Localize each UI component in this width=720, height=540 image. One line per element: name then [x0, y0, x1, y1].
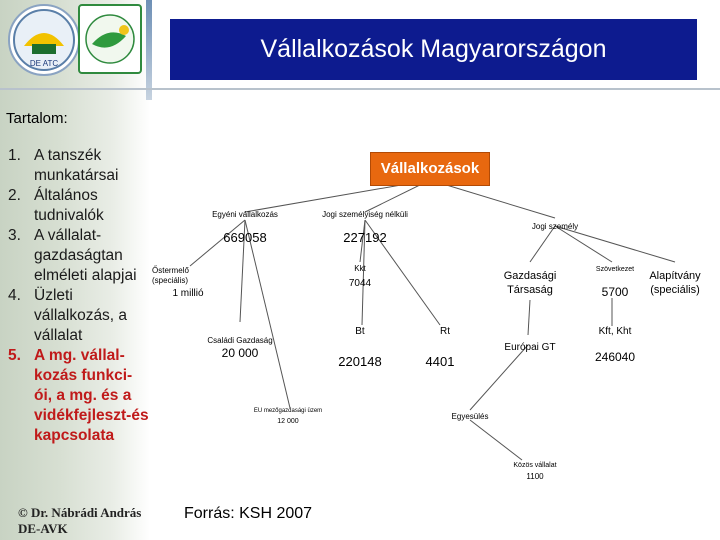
- value-jogi-nelkul: 227192: [343, 230, 387, 245]
- label-tarsasag: Társaság: [507, 284, 553, 296]
- label-szovetkezet: Szövetkezet: [595, 266, 635, 273]
- toc-item-number: 2.: [8, 187, 21, 204]
- toc-item-label: A tanszék munkatársai: [34, 147, 119, 184]
- value-szovetkezet: 5700: [601, 285, 629, 299]
- toc-item-number: 3.: [8, 227, 21, 244]
- label-alapitvany-special: (speciális): [650, 284, 700, 296]
- toc-heading: Tartalom:: [6, 110, 68, 127]
- label-ostermelo-special: (speciális): [152, 276, 189, 285]
- label-jogi-szemely: Jogi személy: [531, 222, 579, 231]
- toc-item-number: 5.: [8, 347, 21, 364]
- page-title: Vállalkozások Magyarországon: [170, 19, 697, 80]
- value-eu-uzem: 12 000: [277, 418, 299, 425]
- logo-text: DE ATC: [29, 59, 59, 68]
- label-rt: Rt: [440, 326, 450, 337]
- value-egyeni: 669058: [223, 230, 267, 245]
- label-egyesules: Egyesülés: [451, 412, 489, 421]
- label-csaladi: Családi Gazdaság: [207, 336, 273, 345]
- value-ostermelo: 1 millió: [172, 288, 204, 299]
- author-name: © Dr. Nábrádi András: [18, 505, 142, 520]
- value-kkt: 7044: [348, 278, 372, 289]
- label-kft: Kft, Kht: [598, 326, 632, 337]
- toc-item-label: A vállalat-gazdaságtan elméleti alapjai: [34, 227, 137, 284]
- value-bt: 220148: [338, 354, 382, 369]
- value-rt: 4401: [425, 354, 455, 369]
- toc-item-label: A mg. vállal-kozás funkci-ói, a mg. és a vidékfejleszt-és kapcsolata: [34, 347, 149, 444]
- author-affiliation: DE-AVK: [18, 521, 68, 536]
- label-ostermelo: Őstermelő: [152, 266, 189, 275]
- label-vallalkozasok: Vállalkozások: [380, 160, 480, 177]
- toc-item-number: 4.: [8, 287, 21, 304]
- label-kkt: Kkt: [354, 264, 366, 273]
- label-eu-uzem: EU mezőgazdasági üzem: [253, 408, 323, 414]
- label-bt: Bt: [355, 326, 365, 337]
- label-jogi-nelkul: Jogi személyiség nélküli: [322, 210, 408, 219]
- label-europai-gt: Európai GT: [504, 342, 556, 353]
- toc-item-label: Üzleti vállalkozás, a vállalat: [34, 287, 128, 344]
- value-kozos: 1100: [526, 472, 544, 481]
- label-gazdasagi: Gazdasági: [503, 270, 557, 282]
- label-kozos: Közös vállalat: [513, 462, 557, 469]
- toc-item-number: 1.: [8, 147, 21, 164]
- value-kft: 246040: [594, 350, 636, 364]
- toc-item-label: Általános tudnivalók: [34, 187, 104, 224]
- source-note: Forrás: KSH 2007: [184, 505, 313, 522]
- label-egyeni: Egyéni vállalkozás: [212, 210, 278, 219]
- value-csaladi: 20 000: [221, 346, 259, 360]
- label-alapitvany: Alapítvány: [649, 270, 701, 282]
